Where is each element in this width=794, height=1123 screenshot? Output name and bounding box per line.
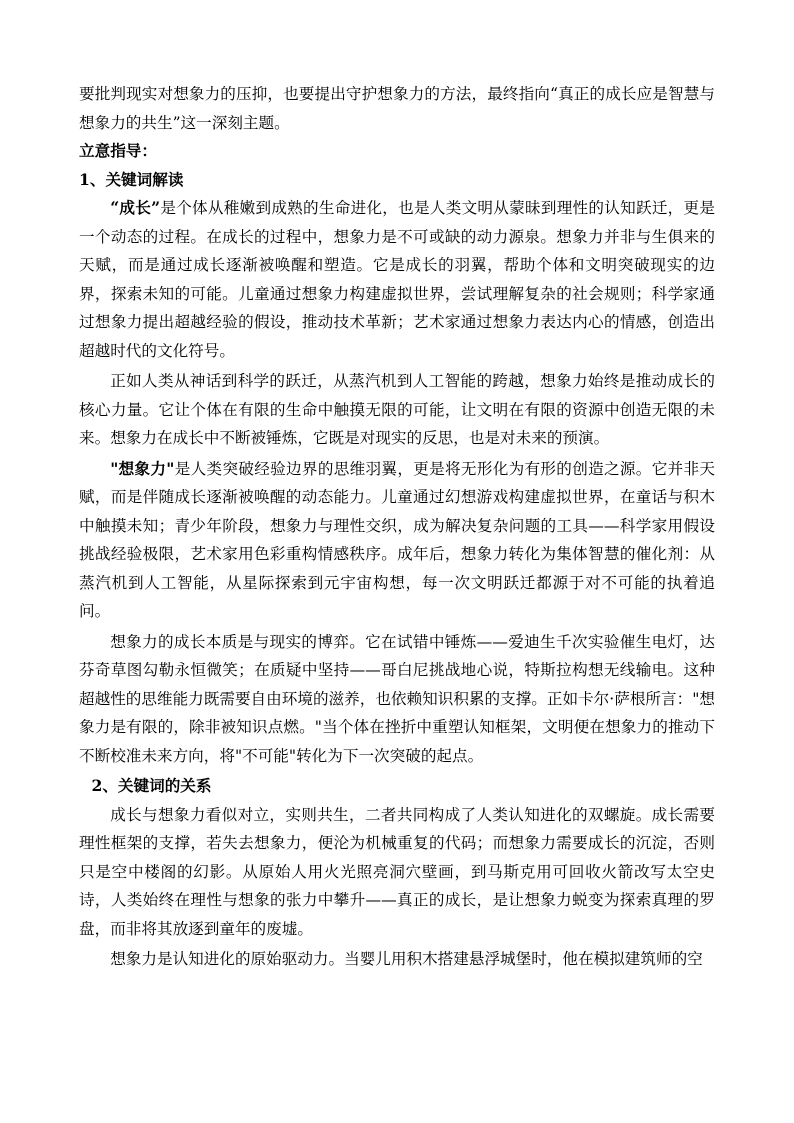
intro-paragraph: 要批判现实对想象力的压抑，也要提出守护想象力的方法，最终指向“真正的成长应是智慧与想象力的共生”这一深刻主题。 (79, 85, 715, 132)
paragraph-imagination-text: 是人类突破经验边界的思维羽翼，更是将无形化为有形的创造之源。它并非天赋，而是伴随成长逐渐被唤醒的动态能力。儿童通过幻想游戏构建虚拟世界，在童话与积木中触摸未知；青少年阶段，想象力与理性交织，成为解决复杂问题的工具——科学家用假设挑战经验极限，艺术家用色彩重构情感秩序。成年后，想象力转化为集体智慧的催化剂：从蒸汽机到人工智能，从星际探索到元宇宙构想，每一次文明跃迁都源于对不可能的执着追问。 (79, 459, 715, 620)
paragraph-growth-text: 是个体从稚嫩到成熟的生命进化，也是人类文明从蒙昧到理性的认知跃迁，更是一个动态的过程。在成长的过程中，想象力是不可或缺的动力源泉。想象力并非与生俱来的天赋，而是通过成长逐渐被唤醒和塑造。它是成长的羽翼，帮助个体和文明突破现实的边界，探索未知的可能。儿童通过想象力构建虚拟世界，尝试理解复杂的社会规则；科学家通过想象力提出超越经验的假设，推动技术革新；艺术家通过想象力表达内心的情感，创造出超越时代的文化符号。 (79, 199, 715, 360)
heading-keyword-relationship: 2、关键词的关系 (91, 776, 212, 795)
document-page (79, 80, 715, 974)
paragraph-cognitive-drive: 想象力是认知进化的原始驱动力。当婴儿用积木搭建悬浮城堡时，他在模拟建筑师的空 (110, 950, 703, 968)
paragraph-relationship: 成长与想象力看似对立，实则共生，二者共同构成了人类认知进化的双螺旋。成长需要理性框架的支撑，若失去想象力，便沦为机械重复的代码；而想象力需要成长的沉淀，否则只是空中楼阁的幻影。从原始人用火光照亮洞穴壁画，到马斯克用可回收火箭改写太空史诗，人类始终在理性与想象的张力中攀升——真正的成长，是让想象力蜕变为探索真理的罗盘，而非将其放逐到童年的废墟。 (79, 805, 715, 938)
heading-guidance: 立意指导： (79, 141, 157, 160)
paragraph-imagination-essence: 想象力的成长本质是与现实的博弈。它在试错中锤炼——爱迪生千次实验催生电灯，达芬奇草图勾勒永恒微笑；在质疑中坚持——哥白尼挑战地心说，特斯拉构想无线输电。这种超越性的思维能力既需要自由环境的滋养，也依赖知识积累的支撑。正如卡尔·萨根所言："想象力是有限的，除非被知识点燃。"当个体在挫折中重塑认知框架，文明便在想象力的推动下不断校准未来方向，将"不可能"转化为下一次突破的起点。 (79, 632, 715, 765)
term-imagination: "想象力" (110, 458, 175, 478)
paragraph-imagination-definition (79, 455, 715, 626)
term-growth: “成长” (110, 198, 161, 217)
paragraph-growth-history: 正如人类从神话到科学的跃迁，从蒸汽机到人工智能的跨越，想象力始终是推动成长的核心力量。它让个体在有限的生命中触摸无限的可能，让文明在有限的资源中创造无限的未来。想象力在成长中不断被锤炼，它既是对现实的反思，也是对未来的预演。 (79, 372, 715, 447)
paragraph-growth-definition (79, 194, 715, 365)
heading-keyword-interpretation: 1、关键词解读 (79, 169, 184, 189)
